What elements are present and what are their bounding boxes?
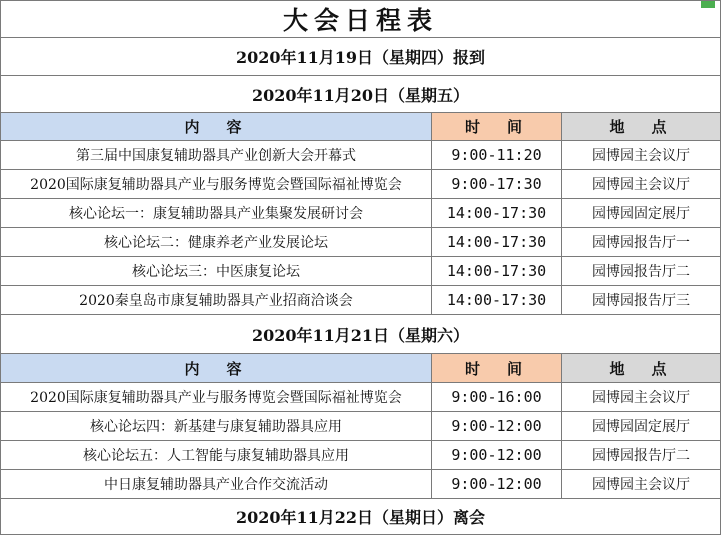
event-name: 核心论坛二：健康养老产业发展论坛 [0,228,432,257]
day-heading-2: 2020年11月20日（星期五） [0,76,721,113]
event-name: 第三届中国康复辅助器具产业创新大会开幕式 [0,141,432,170]
header-place: 地 点 [562,113,721,141]
event-place: 园博园固定展厅 [562,412,721,441]
column-header-row [0,354,721,383]
event-name: 核心论坛五：人工智能与康复辅助器具应用 [0,441,432,470]
event-place: 园博园报告厅二 [562,257,721,286]
day-row-2 [0,76,721,113]
event-name: 核心论坛三：中医康复论坛 [0,257,432,286]
event-time: 9:00-16:00 [432,383,562,412]
event-name: 2020秦皇岛市康复辅助器具产业招商洽谈会 [0,286,432,315]
title-row [0,0,721,38]
table-row [0,199,721,228]
event-place: 园博园主会议厅 [562,470,721,499]
table-row [0,257,721,286]
event-time: 9:00-12:00 [432,412,562,441]
table-row [0,170,721,199]
day-heading-4: 2020年11月22日（星期日）离会 [0,499,721,535]
event-place: 园博园报告厅一 [562,228,721,257]
event-time: 14:00-17:30 [432,257,562,286]
page-title: 大会日程表 [0,0,721,38]
event-name: 核心论坛四：新基建与康复辅助器具应用 [0,412,432,441]
event-place: 园博园报告厅三 [562,286,721,315]
table-row [0,228,721,257]
event-place: 园博园报告厅二 [562,441,721,470]
table-row [0,441,721,470]
header-place: 地 点 [562,354,721,383]
header-time: 时 间 [432,354,562,383]
header-content: 内 容 [0,113,432,141]
event-place: 园博园主会议厅 [562,383,721,412]
header-content: 内 容 [0,354,432,383]
table-row [0,383,721,412]
event-place: 园博园主会议厅 [562,170,721,199]
table-row [0,412,721,441]
event-name: 中日康复辅助器具产业合作交流活动 [0,470,432,499]
event-time: 14:00-17:30 [432,199,562,228]
event-time: 9:00-12:00 [432,441,562,470]
event-time: 14:00-17:30 [432,228,562,257]
event-time: 9:00-12:00 [432,470,562,499]
day-row-4 [0,499,721,535]
header-time: 时 间 [432,113,562,141]
day-row-3 [0,315,721,354]
event-place: 园博园主会议厅 [562,141,721,170]
table-row [0,141,721,170]
table-row [0,286,721,315]
event-name: 2020国际康复辅助器具产业与服务博览会暨国际福祉博览会 [0,383,432,412]
event-place: 园博园固定展厅 [562,199,721,228]
event-name: 核心论坛一：康复辅助器具产业集聚发展研讨会 [0,199,432,228]
day-heading-1: 2020年11月19日（星期四）报到 [0,38,721,76]
day-heading-3: 2020年11月21日（星期六） [0,315,721,354]
column-header-row [0,113,721,141]
day-row-1 [0,38,721,76]
event-time: 9:00-17:30 [432,170,562,199]
event-name: 2020国际康复辅助器具产业与服务博览会暨国际福祉博览会 [0,170,432,199]
event-time: 9:00-11:20 [432,141,562,170]
table-row [0,470,721,499]
event-time: 14:00-17:30 [432,286,562,315]
